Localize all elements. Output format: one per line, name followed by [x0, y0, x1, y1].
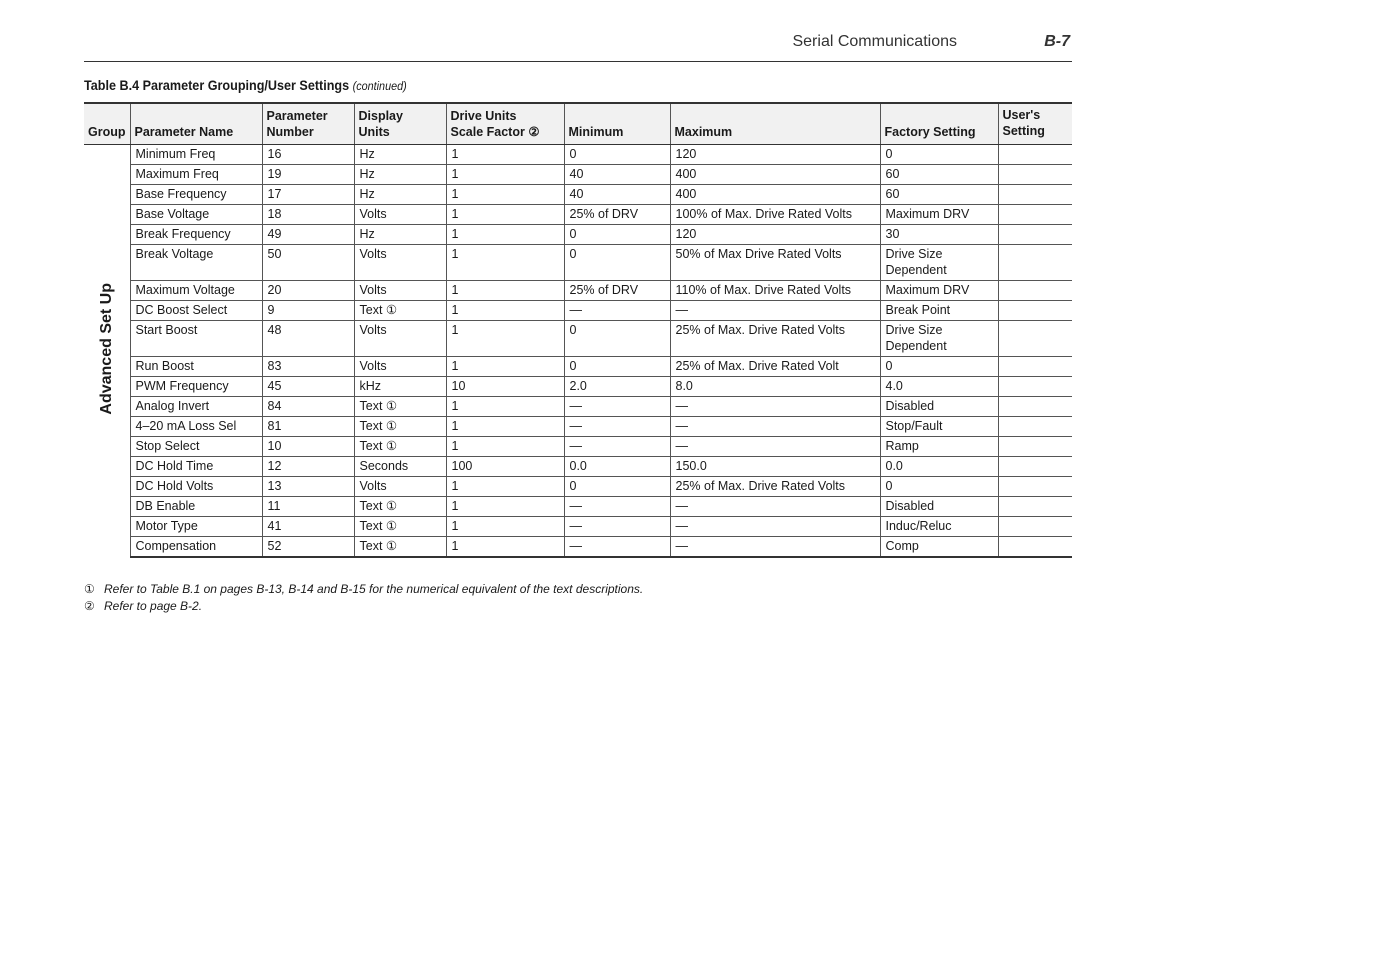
column-header: Factory Setting: [880, 103, 998, 145]
table-row: [84, 245, 1072, 281]
table-row: [84, 301, 1072, 321]
display-units-cell: Text ①: [354, 397, 446, 417]
factory-setting-cell: 4.0: [880, 377, 998, 397]
factory-setting-cell: 60: [880, 165, 998, 185]
display-units-cell: Text ①: [354, 301, 446, 321]
minimum-cell: 0: [564, 477, 670, 497]
display-units-cell: Hz: [354, 185, 446, 205]
parameter-number-cell: 48: [262, 321, 354, 357]
display-units-cell: Hz: [354, 165, 446, 185]
user-setting-cell: [998, 185, 1072, 205]
minimum-cell: 0: [564, 145, 670, 165]
table-row: [84, 185, 1072, 205]
parameter-name-cell: Break Voltage: [130, 245, 262, 281]
minimum-cell: 25% of DRV: [564, 281, 670, 301]
factory-setting-cell: Maximum DRV: [880, 205, 998, 225]
page-header: [84, 28, 1072, 62]
scale-factor-cell: 1: [446, 225, 564, 245]
scale-factor-cell: 1: [446, 517, 564, 537]
minimum-cell: 25% of DRV: [564, 205, 670, 225]
parameter-number-cell: 10: [262, 437, 354, 457]
maximum-cell: 25% of Max. Drive Rated Volt: [670, 357, 880, 377]
display-units-cell: Volts: [354, 281, 446, 301]
scale-factor-cell: 1: [446, 245, 564, 281]
table-row: [84, 537, 1072, 558]
factory-setting-cell: Disabled: [880, 497, 998, 517]
footnote-text: Refer to Table B.1 on pages B-13, B-14 and B-15 for the numerical equivalent of the text descriptions.: [104, 582, 644, 596]
scale-factor-cell: 1: [446, 357, 564, 377]
user-setting-cell: [998, 517, 1072, 537]
table-title: Table B.4 Parameter Grouping/User Settings: [84, 77, 350, 93]
factory-setting-cell: Break Point: [880, 301, 998, 321]
parameter-number-cell: 83: [262, 357, 354, 377]
user-setting-cell: [998, 377, 1072, 397]
user-setting-cell: [998, 165, 1072, 185]
parameter-number-cell: 45: [262, 377, 354, 397]
parameter-number-cell: 52: [262, 537, 354, 558]
user-setting-cell: [998, 225, 1072, 245]
footnote-text: Refer to page B-2.: [104, 599, 203, 613]
user-setting-cell: [998, 457, 1072, 477]
maximum-cell: 400: [670, 165, 880, 185]
table-row: [84, 497, 1072, 517]
table-header-row: [84, 103, 1072, 145]
column-header: Minimum: [564, 103, 670, 145]
scale-factor-cell: 1: [446, 477, 564, 497]
display-units-cell: Seconds: [354, 457, 446, 477]
table-row: [84, 165, 1072, 185]
parameter-number-cell: 49: [262, 225, 354, 245]
section-title: Serial Communications: [792, 33, 957, 50]
factory-setting-cell: 0: [880, 357, 998, 377]
display-units-cell: Volts: [354, 245, 446, 281]
page-number: B-7: [1044, 33, 1070, 50]
table-row: [84, 145, 1072, 165]
factory-setting-cell: 0: [880, 145, 998, 165]
maximum-cell: 50% of Max Drive Rated Volts: [670, 245, 880, 281]
display-units-cell: Volts: [354, 205, 446, 225]
scale-factor-cell: 1: [446, 301, 564, 321]
maximum-cell: 400: [670, 185, 880, 205]
parameter-name-cell: Base Voltage: [130, 205, 262, 225]
parameter-name-cell: Break Frequency: [130, 225, 262, 245]
table-row: [84, 377, 1072, 397]
parameter-name-cell: DC Hold Volts: [130, 477, 262, 497]
maximum-cell: 25% of Max. Drive Rated Volts: [670, 321, 880, 357]
column-header: Group: [84, 103, 130, 145]
column-header: Parameter Name: [130, 103, 262, 145]
user-setting-cell: [998, 357, 1072, 377]
scale-factor-cell: 1: [446, 417, 564, 437]
table-row: [84, 281, 1072, 301]
scale-factor-cell: 10: [446, 377, 564, 397]
factory-setting-cell: Induc/Reluc: [880, 517, 998, 537]
parameter-number-cell: 16: [262, 145, 354, 165]
minimum-cell: 2.0: [564, 377, 670, 397]
parameter-number-cell: 81: [262, 417, 354, 437]
maximum-cell: 120: [670, 225, 880, 245]
parameter-number-cell: 20: [262, 281, 354, 301]
parameter-name-cell: Compensation: [130, 537, 262, 558]
parameter-name-cell: Minimum Freq: [130, 145, 262, 165]
parameter-name-cell: DB Enable: [130, 497, 262, 517]
minimum-cell: 0: [564, 245, 670, 281]
user-setting-cell: [998, 301, 1072, 321]
minimum-cell: 0.0: [564, 457, 670, 477]
maximum-cell: 8.0: [670, 377, 880, 397]
parameter-table: [84, 102, 1072, 558]
parameter-number-cell: 18: [262, 205, 354, 225]
scale-factor-cell: 1: [446, 397, 564, 417]
parameter-name-cell: DC Boost Select: [130, 301, 262, 321]
display-units-cell: kHz: [354, 377, 446, 397]
scale-factor-cell: 1: [446, 205, 564, 225]
maximum-cell: —: [670, 537, 880, 558]
display-units-cell: Text ①: [354, 497, 446, 517]
user-setting-cell: [998, 417, 1072, 437]
scale-factor-cell: 1: [446, 185, 564, 205]
maximum-cell: —: [670, 417, 880, 437]
parameter-name-cell: 4–20 mA Loss Sel: [130, 417, 262, 437]
table-row: [84, 437, 1072, 457]
parameter-name-cell: Run Boost: [130, 357, 262, 377]
minimum-cell: —: [564, 537, 670, 558]
minimum-cell: 0: [564, 225, 670, 245]
user-setting-cell: [998, 145, 1072, 165]
parameter-number-cell: 19: [262, 165, 354, 185]
scale-factor-cell: 1: [446, 281, 564, 301]
parameter-number-cell: 50: [262, 245, 354, 281]
parameter-number-cell: 12: [262, 457, 354, 477]
footnote: [84, 581, 643, 598]
table-row: [84, 457, 1072, 477]
minimum-cell: 40: [564, 185, 670, 205]
factory-setting-cell: 0.0: [880, 457, 998, 477]
table-row: [84, 205, 1072, 225]
footnote-mark: ①: [84, 582, 95, 596]
minimum-cell: 40: [564, 165, 670, 185]
maximum-cell: —: [670, 497, 880, 517]
column-header: Display Units: [354, 103, 446, 145]
parameter-name-cell: Analog Invert: [130, 397, 262, 417]
parameter-name-cell: DC Hold Time: [130, 457, 262, 477]
column-header: Maximum: [670, 103, 880, 145]
parameter-name-cell: Base Frequency: [130, 185, 262, 205]
factory-setting-cell: Maximum DRV: [880, 281, 998, 301]
factory-setting-cell: Comp: [880, 537, 998, 558]
group-cell: [84, 145, 130, 558]
user-setting-cell: [998, 205, 1072, 225]
display-units-cell: Hz: [354, 225, 446, 245]
maximum-cell: 110% of Max. Drive Rated Volts: [670, 281, 880, 301]
column-header: Drive Units Scale Factor ②: [446, 103, 564, 145]
table-caption: [84, 77, 407, 93]
parameter-name-cell: Stop Select: [130, 437, 262, 457]
scale-factor-cell: 1: [446, 497, 564, 517]
maximum-cell: —: [670, 397, 880, 417]
footnotes: [84, 581, 643, 615]
user-setting-cell: [998, 537, 1072, 558]
parameter-number-cell: 41: [262, 517, 354, 537]
user-setting-cell: [998, 497, 1072, 517]
factory-setting-cell: Drive Size Dependent: [880, 321, 998, 357]
display-units-cell: Text ①: [354, 537, 446, 558]
user-setting-cell: [998, 477, 1072, 497]
factory-setting-cell: Drive Size Dependent: [880, 245, 998, 281]
minimum-cell: —: [564, 301, 670, 321]
parameter-number-cell: 11: [262, 497, 354, 517]
user-setting-cell: [998, 321, 1072, 357]
parameter-name-cell: PWM Frequency: [130, 377, 262, 397]
parameter-name-cell: Motor Type: [130, 517, 262, 537]
parameter-name-cell: Maximum Freq: [130, 165, 262, 185]
table-continued-note: (continued): [352, 79, 407, 93]
column-header: Parameter Number: [262, 103, 354, 145]
parameter-number-cell: 9: [262, 301, 354, 321]
scale-factor-cell: 100: [446, 457, 564, 477]
factory-setting-cell: Disabled: [880, 397, 998, 417]
minimum-cell: —: [564, 437, 670, 457]
scale-factor-cell: 1: [446, 165, 564, 185]
footnote-mark: ②: [84, 599, 95, 613]
display-units-cell: Volts: [354, 477, 446, 497]
minimum-cell: 0: [564, 357, 670, 377]
user-setting-cell: [998, 397, 1072, 417]
display-units-cell: Hz: [354, 145, 446, 165]
footnote: [84, 598, 643, 615]
minimum-cell: —: [564, 417, 670, 437]
table-row: [84, 225, 1072, 245]
display-units-cell: Volts: [354, 321, 446, 357]
maximum-cell: 25% of Max. Drive Rated Volts: [670, 477, 880, 497]
factory-setting-cell: 60: [880, 185, 998, 205]
parameter-number-cell: 84: [262, 397, 354, 417]
minimum-cell: —: [564, 517, 670, 537]
factory-setting-cell: 30: [880, 225, 998, 245]
table-body: [84, 145, 1072, 558]
user-setting-cell: [998, 437, 1072, 457]
parameter-number-cell: 13: [262, 477, 354, 497]
user-setting-cell: [998, 245, 1072, 281]
factory-setting-cell: 0: [880, 477, 998, 497]
scale-factor-cell: 1: [446, 145, 564, 165]
scale-factor-cell: 1: [446, 321, 564, 357]
display-units-cell: Text ①: [354, 437, 446, 457]
table-row: [84, 321, 1072, 357]
maximum-cell: —: [670, 517, 880, 537]
table-row: [84, 477, 1072, 497]
table-row: [84, 357, 1072, 377]
maximum-cell: 100% of Max. Drive Rated Volts: [670, 205, 880, 225]
parameter-name-cell: Start Boost: [130, 321, 262, 357]
parameter-name-cell: Maximum Voltage: [130, 281, 262, 301]
display-units-cell: Text ①: [354, 517, 446, 537]
scale-factor-cell: 1: [446, 437, 564, 457]
table-row: [84, 517, 1072, 537]
maximum-cell: —: [670, 437, 880, 457]
display-units-cell: Text ①: [354, 417, 446, 437]
column-header: User's Setting: [998, 103, 1072, 145]
minimum-cell: 0: [564, 321, 670, 357]
minimum-cell: —: [564, 397, 670, 417]
table-row: [84, 417, 1072, 437]
user-setting-cell: [998, 281, 1072, 301]
factory-setting-cell: Stop/Fault: [880, 417, 998, 437]
minimum-cell: —: [564, 497, 670, 517]
maximum-cell: 120: [670, 145, 880, 165]
display-units-cell: Volts: [354, 357, 446, 377]
parameter-number-cell: 17: [262, 185, 354, 205]
maximum-cell: —: [670, 301, 880, 321]
maximum-cell: 150.0: [670, 457, 880, 477]
table-row: [84, 397, 1072, 417]
scale-factor-cell: 1: [446, 537, 564, 558]
factory-setting-cell: Ramp: [880, 437, 998, 457]
group-label: Advanced Set Up: [97, 283, 115, 415]
